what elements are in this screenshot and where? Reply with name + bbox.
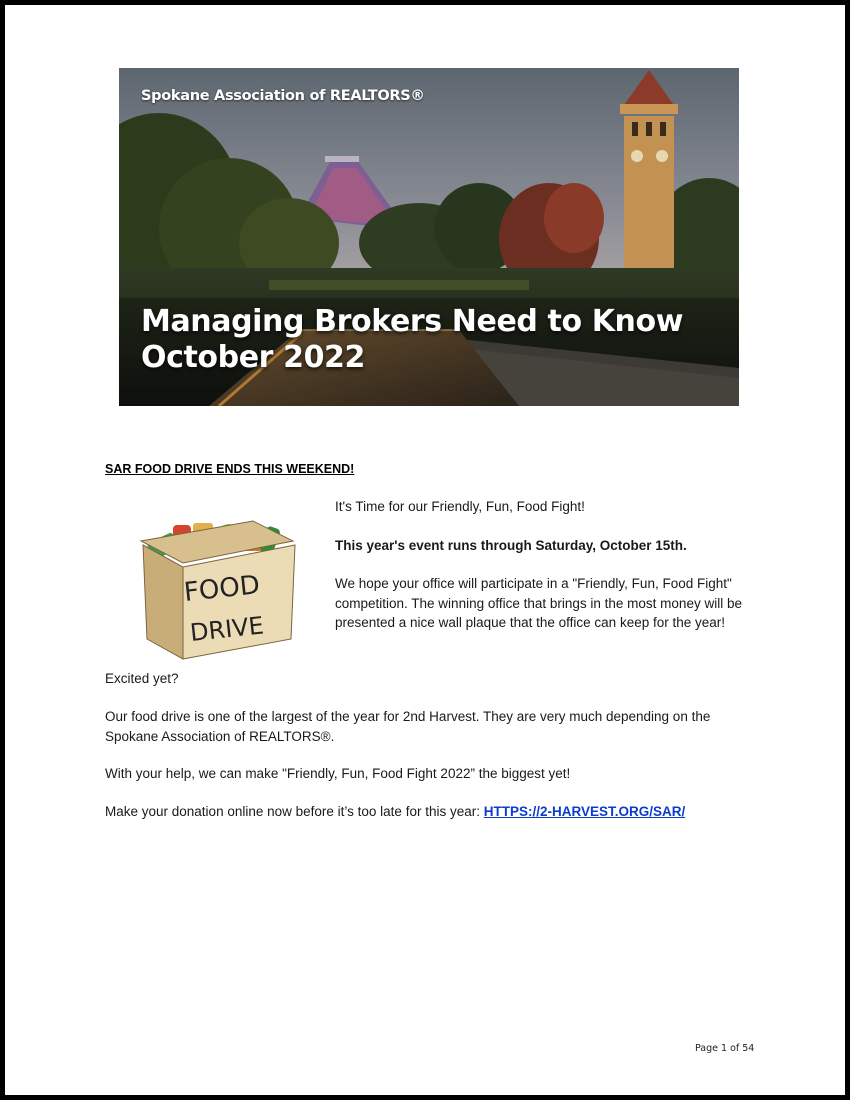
donation-text: Make your donation online now before it’s too late for this year: — [105, 804, 484, 819]
excited-paragraph: Excited yet? — [105, 671, 179, 686]
box-label-drive: DRIVE — [188, 611, 266, 647]
title-line-1: Managing Brokers Need to Know — [141, 304, 684, 339]
association-name: Spokane Association of REALTORS® — [141, 88, 425, 104]
food-drive-box-image — [133, 511, 303, 661]
event-dates-paragraph: This year's event runs through Saturday, October 15th. — [335, 538, 687, 553]
title-line-2: October 2022 — [141, 340, 365, 375]
intro-paragraph: It's Time for our Friendly, Fun, Food Fight! — [335, 499, 585, 514]
page-number: Page 1 of 54 — [695, 1043, 755, 1054]
newsletter-title — [141, 304, 683, 376]
box-label-food: FOOD — [182, 570, 262, 608]
harvest-paragraph: Our food drive is one of the largest of the year for 2nd Harvest. They are very much depending on the Spokane Association of REALTORS®. — [105, 709, 711, 744]
participation-paragraph: We hope your office will participate in a "Friendly, Fun, Food Fight" competition. The winning office that brings in the most money will be presented a nice wall plaque that the office can keep for the year! — [335, 576, 742, 630]
section-heading: SAR FOOD DRIVE ENDS THIS WEEKEND! — [105, 462, 355, 476]
help-paragraph: With your help, we can make "Friendly, Fun, Food Fight 2022” the biggest yet! — [105, 766, 571, 781]
header-banner — [119, 68, 739, 406]
donation-link[interactable]: HTTPS://2-HARVEST.ORG/SAR/ — [483, 804, 686, 819]
donation-paragraph — [105, 802, 755, 822]
